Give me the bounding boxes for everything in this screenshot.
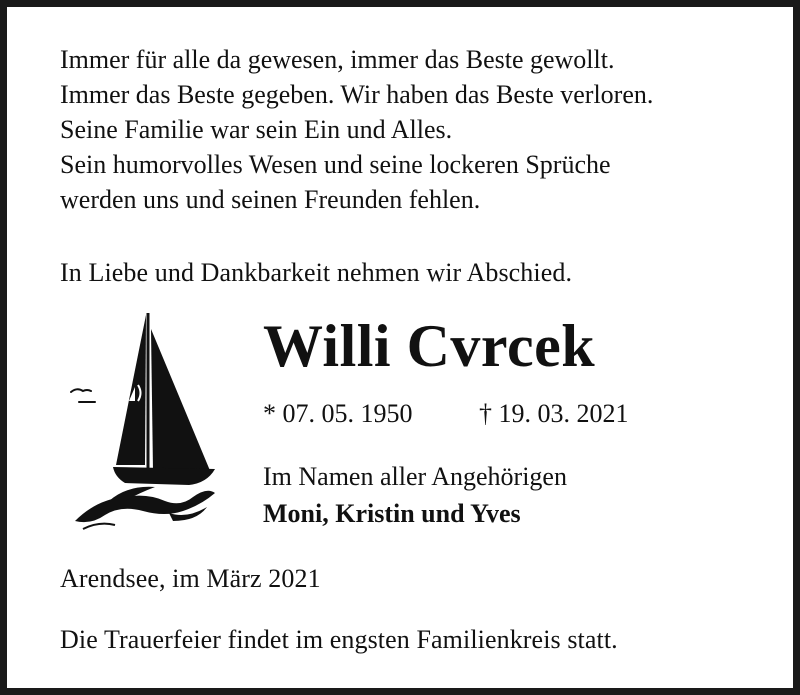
sailboat-icon bbox=[69, 307, 219, 532]
place-date: Arendsee, im März 2021 bbox=[60, 564, 321, 593]
deceased-name: Willi Cvrcek bbox=[263, 313, 596, 379]
poem-line: Immer das Beste gegeben. Wir haben das Beste verloren. bbox=[60, 80, 654, 109]
poem bbox=[60, 42, 653, 217]
poem-line: Seine Familie war sein Ein und Alles. bbox=[60, 115, 453, 144]
mourners-intro: Im Namen aller Angehörigen bbox=[263, 462, 567, 491]
poem-line: Sein humorvolles Wesen und seine lockeren Sprüche bbox=[60, 150, 611, 179]
funeral-note: Die Trauerfeier findet im engsten Familienkreis statt. bbox=[60, 625, 618, 654]
death-date: † 19. 03. 2021 bbox=[479, 399, 629, 428]
birth-date: * 07. 05. 1950 bbox=[263, 399, 413, 428]
farewell-line: In Liebe und Dankbarkeit nehmen wir Abschied. bbox=[60, 258, 573, 287]
poem-line: Immer für alle da gewesen, immer das Beste gewollt. bbox=[60, 45, 615, 74]
mourners-names: Moni, Kristin und Yves bbox=[263, 499, 521, 528]
poem-line: werden uns und seinen Freunden fehlen. bbox=[60, 185, 481, 214]
life-dates bbox=[263, 399, 629, 429]
